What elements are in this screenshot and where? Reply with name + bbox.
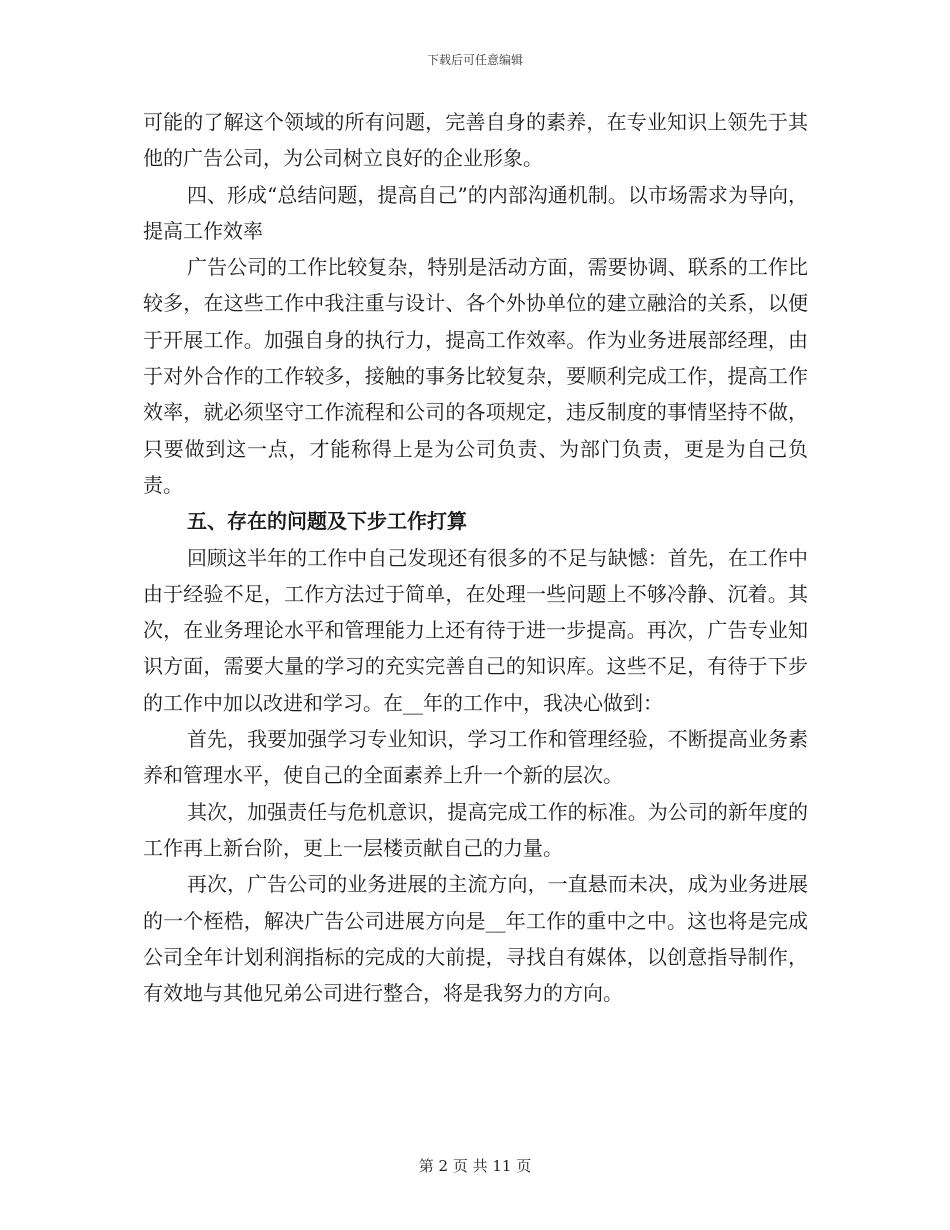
paragraph-1: 可能的了解这个领域的所有问题，完善自身的素养，在专业知识上领先于其他的广告公司，为公司树立良好的企业形象。	[143, 110, 808, 171]
paragraph-7: 再次，广告公司的业务进展的主流方向，一直悬而未决，成为业务进展的一个桎梏，解决广告公司进展方向是__年工作的重中之中。这也将是完成公司全年计划利润指标的完成的大前提，寻找自有媒体，以创意指导制作，有效地与其他兄弟公司进行整合，将是我努力的方向。	[143, 872, 808, 1006]
page-header: 下载后可任意编辑	[426, 53, 523, 67]
paragraph-4: 回顾这半年的工作中自己发现还有很多的不足与缺憾：首先，在工作中由于经验不足，工作方法过于简单，在处理一些问题上不够冷静、沉着。其次，在业务理论水平和管理能力上还有待于进一步提高。再次，广告专业知识方面，需要大量的学习的充实完善自己的知识库。这些不足，有待于下步的工作中加以改进和学习。在__年的工作中，我决心做到：	[143, 545, 808, 715]
section-heading: 五、存在的问题及下步工作打算	[187, 509, 467, 534]
page-footer: 第 2 页 共 11 页	[418, 1157, 532, 1175]
document-body	[143, 104, 808, 1011]
paragraph-6: 其次，加强责任与危机意识，提高完成工作的标准。为公司的新年度的工作再上新台阶，更上一层楼贡献自己的力量。	[143, 799, 808, 860]
paragraph-5: 首先，我要加强学习专业知识，学习工作和管理经验，不断提高业务素养和管理水平，使自己的全面素养上升一个新的层次。	[143, 727, 808, 788]
paragraph-3: 广告公司的工作比较复杂，特别是活动方面，需要协调、联系的工作比较多，在这些工作中我注重与设计、各个外协单位的建立融洽的关系，以便于开展工作。加强自身的执行力，提高工作效率。作为业务进展部经理，由于对外合作的工作较多，接触的事务比较复杂，要顺利完成工作，提高工作效率，就必须坚守工作流程和公司的各项规定，违反制度的事情坚持不做，只要做到这一点，才能称得上是为公司负责、为部门负责，更是为自己负责。	[143, 255, 808, 497]
paragraph-2: 四、形成“总结问题，提高自己”的内部沟通机制。以市场需求为导向，提高工作效率	[143, 182, 808, 243]
